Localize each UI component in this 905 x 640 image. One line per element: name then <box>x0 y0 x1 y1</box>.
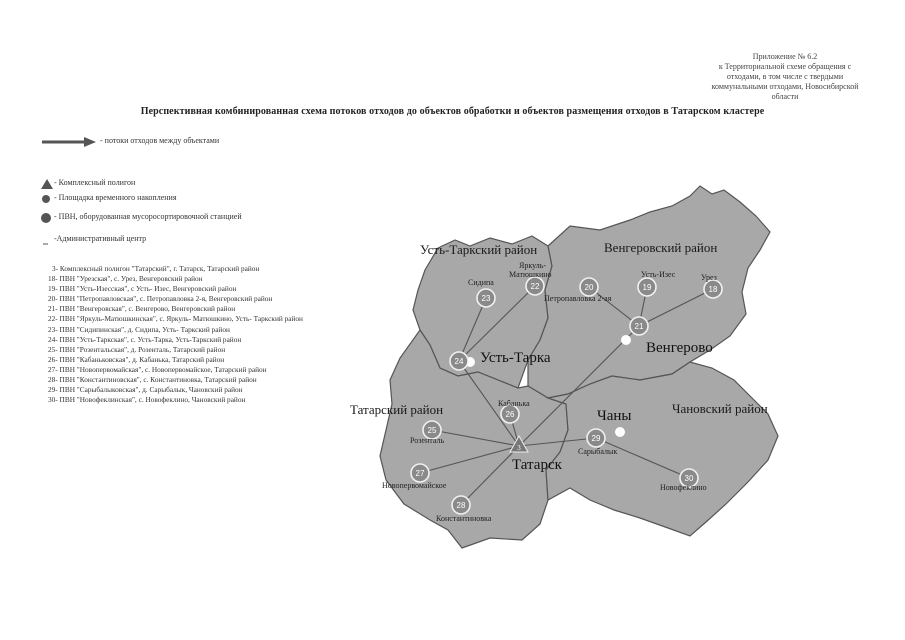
list-item: 30- ПВН "Новофеклинская", с. Новофеклино, Чановский район <box>48 395 246 405</box>
city-label-tatarsk: Татарск <box>512 457 562 473</box>
city-label-chany: Чаны <box>597 408 632 424</box>
node-21 <box>630 317 648 335</box>
node-28 <box>452 496 470 514</box>
admin-center-chany <box>615 427 625 437</box>
list-item: 18- ПВН "Урезская", с. Урез, Венгеровский район <box>48 274 203 284</box>
village-label-urez: Урез <box>701 273 717 282</box>
list-item: 23- ПВН "Сидипинская", д. Сидипа, Усть- Таркский район <box>48 324 230 334</box>
appendix-line: Приложение № 6.2 <box>752 52 818 61</box>
node-label: 30 <box>684 474 694 483</box>
node-label: 21 <box>634 322 644 331</box>
admin-center-icon <box>40 234 54 246</box>
village-label-konstantinovka: Константиновка <box>436 514 492 523</box>
village-label-kabanka: Кабанька <box>498 399 530 408</box>
appendix-line: к Территориальной схеме обращения с <box>718 62 852 71</box>
appendix-header <box>690 52 880 102</box>
village-label-novofeklino: Новофеклино <box>660 483 707 492</box>
city-label-vengerovo: Венгерово <box>646 340 713 356</box>
node-3-label: 3 <box>517 444 521 452</box>
rayon-label-ust-tarka: Усть-Таркский район <box>420 242 538 257</box>
triangle-icon <box>40 178 54 190</box>
pvn-dot-icon <box>40 212 54 224</box>
object-list <box>48 264 303 405</box>
list-item: 25- ПВН "Розентальская", д. Розенталь, Татарский район <box>48 344 226 354</box>
node-label: 22 <box>530 282 540 291</box>
node-18 <box>704 280 722 298</box>
node-label: 28 <box>456 501 466 510</box>
list-item: 22- ПВН "Яркуль-Матюшкинская", с. Яркуль- Матюшкино, Усть- Таркский район <box>48 314 303 324</box>
admin-center-vengerovo <box>621 335 631 345</box>
node-label: 27 <box>415 469 425 478</box>
flow-arrow-icon <box>40 136 100 148</box>
node-label: 25 <box>427 426 437 435</box>
legend-pvn-label: - ПВН, оборудованная мусоросортировочной станцией <box>54 212 242 221</box>
list-item: 19- ПВН "Усть-Изесская", с Усть- Изес, Венгеровский район <box>48 284 237 294</box>
node-label: 19 <box>642 283 652 292</box>
city-label-ust-tarka: Усть-Тарка <box>480 350 551 366</box>
list-item: 3- Комплексный полигон "Татарский", г. Татарск, Татарский район <box>52 264 260 273</box>
village-label-sidipa: Сидипа <box>468 278 494 287</box>
legend-site-label: - Площадка временного накопления <box>54 193 177 202</box>
village-label-novopervomayskoe: Новопервомайское <box>382 481 447 490</box>
node-27 <box>411 464 429 482</box>
page-title: Перспективная комбинированная схема потоков отходов до объектов обработки и объектов размещения отходов в Татарском кластере <box>140 106 765 117</box>
village-label-rozental: Розенталь <box>410 436 445 445</box>
node-label: 20 <box>584 283 594 292</box>
node-24 <box>450 352 468 370</box>
node-label: 26 <box>505 410 515 419</box>
village-label-petropavlovka: Петропавловка 2-ая <box>544 294 612 303</box>
rayon-label-chany: Чановский район <box>672 401 768 416</box>
appendix-line: отходами, в том числе с твердыми <box>726 72 844 81</box>
node-19 <box>638 278 656 296</box>
village-label-yarkul-2: Матюшкино <box>509 270 552 279</box>
village-label-ust-izes: Усть-Изес <box>641 270 676 279</box>
rayon-label-tatarsk: Татарский район <box>350 402 444 417</box>
list-item: 20- ПВН "Петропавловская", с. Петропавловка 2-я, Венгеровский район <box>48 294 273 304</box>
list-item: 26- ПВН "Кабаньковская", д. Кабанька, Татарский район <box>48 354 225 364</box>
legend-admin-label: -Административный центр <box>54 234 147 243</box>
legend-flow-label: - потоки отходов между объектами <box>100 136 220 145</box>
rayon-label-vengerovo: Венгеровский район <box>604 240 718 255</box>
node-29 <box>587 429 605 447</box>
cluster-map <box>330 180 810 580</box>
appendix-line: области <box>771 92 799 101</box>
node-label: 24 <box>454 357 464 366</box>
node-label: 23 <box>481 294 491 303</box>
node-23 <box>477 289 495 307</box>
node-label: 29 <box>591 434 601 443</box>
site-dot-icon <box>40 193 54 205</box>
list-item: 24- ПВН "Усть-Таркская", с. Усть-Тарка, Усть-Таркский район <box>48 334 242 344</box>
list-item: 27- ПВН "Новопервомайская", с. Новопервомайское, Татарский район <box>48 364 267 374</box>
village-label-sarybalyk: Сарыбалык <box>578 447 618 456</box>
list-item: 28- ПВН "Константиновская", с. Константиновка, Татарский район <box>48 375 257 385</box>
legend-complex-label: - Комплексный полигон <box>54 178 136 187</box>
node-label: 18 <box>708 285 718 294</box>
node-22 <box>526 277 544 295</box>
village-label-yarkul: Яркуль- <box>519 261 547 270</box>
list-item: 21- ПВН "Венгеровская", с. Венгерово, Венгеровский район <box>48 304 236 314</box>
list-item: 29- ПВН "Сарыбалыковская", д. Сарыбалык, Чановский район <box>48 385 243 395</box>
appendix-line: коммунальными отходами, Новосибирской <box>711 82 859 91</box>
